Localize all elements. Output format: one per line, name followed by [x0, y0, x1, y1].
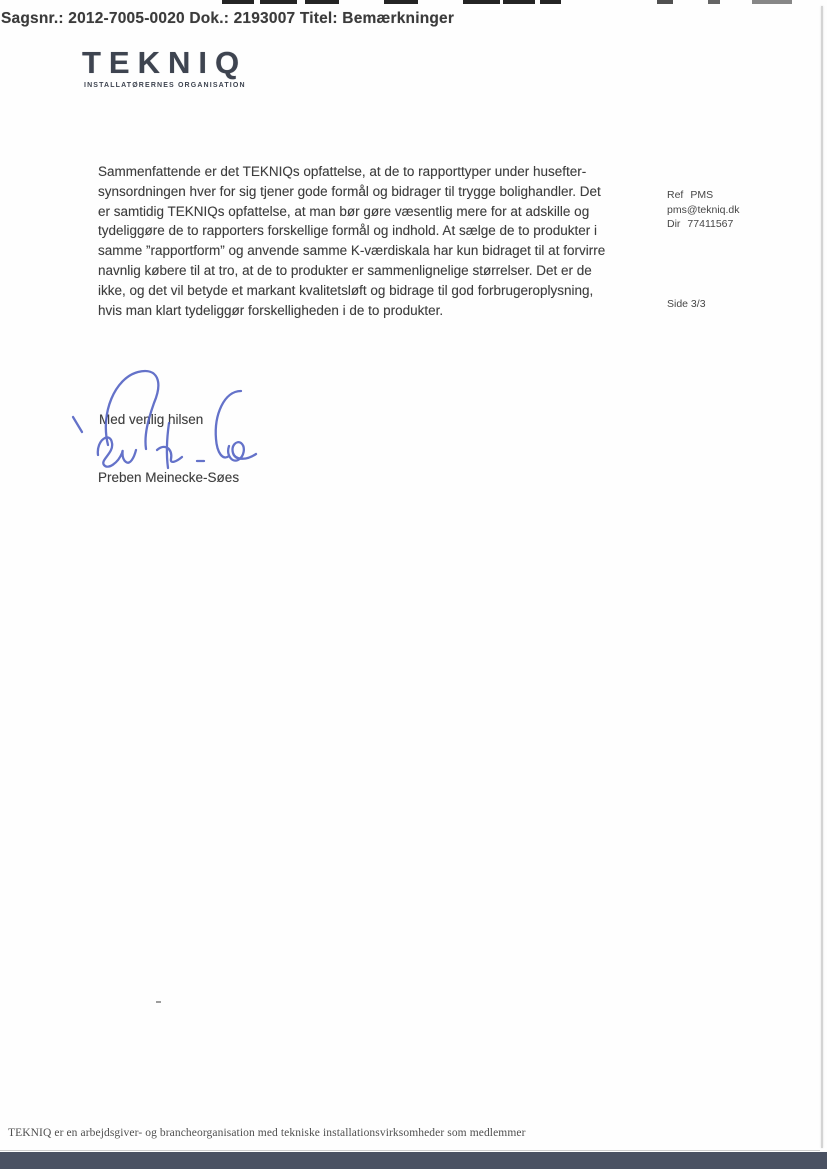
scan-artifact-dash	[657, 0, 673, 4]
scan-artifact-edge-line	[821, 6, 823, 1148]
scan-artifact-dash	[503, 0, 535, 4]
footer-shadow-line	[0, 1150, 820, 1151]
contact-block	[667, 188, 740, 232]
scan-artifact-dash	[463, 0, 500, 4]
dir-value: 77411567	[687, 218, 734, 230]
scan-artifact-dash	[540, 0, 561, 4]
letter-body	[98, 162, 643, 320]
body-line: hvis man klart tydeliggør forskelligheden i de to produkter.	[98, 302, 444, 318]
scan-artifact-dash	[260, 0, 297, 4]
body-line: navnlig købere til at tro, at de to produkter er sammenlignelige størrelser. Det er de	[98, 262, 592, 278]
body-line: er samtidig TEKNIQs opfattelse, at man bør gøre væsentlig mere for at adskille og	[98, 203, 590, 219]
scan-artifact-speck	[156, 1001, 161, 1003]
body-line: samme ”rapportform” og anvende samme K-værdiskala har kun bidraget til at forvirre	[98, 243, 606, 259]
body-line: tydeliggøre de to rapporters forskellige formål og indhold. At sælge de to produkter i	[98, 223, 598, 239]
logo-tagline: INSTALLATØRERNES ORGANISATION	[84, 82, 246, 89]
scan-artifact-dash	[305, 0, 339, 4]
scan-artifact-dash	[708, 0, 720, 4]
page-indicator: Side 3/3	[667, 298, 706, 310]
scan-artifact-dash	[752, 0, 792, 4]
case-header-line: Sagsnr.: 2012-7005-0020 Dok.: 2193007 Titel: Bemærkninger	[1, 10, 455, 27]
footer-bar	[0, 1152, 827, 1169]
ref-label: Ref	[667, 189, 684, 201]
email-line: pms@tekniq.dk	[667, 203, 740, 216]
dir-line	[667, 217, 740, 232]
tekniq-logo	[82, 47, 247, 89]
body-line: synsordningen hver for sig tjener gode formål og bidrager til trygge bolighandler. Det	[98, 183, 601, 199]
scan-artifact-dash	[222, 0, 254, 4]
ref-line	[667, 188, 740, 203]
body-line: Sammenfattende er det TEKNIQs opfattelse, at de to rapporttyper under husefter-	[98, 164, 587, 179]
signer-name: Preben Meinecke-Søes	[98, 470, 240, 485]
closing-line: Med venlig hilsen	[99, 412, 204, 427]
signature-handwriting	[66, 365, 276, 480]
footer-disclaimer: TEKNIQ er en arbejdsgiver- og brancheorganisation med tekniske installationsvirksomheder som medlemmer	[8, 1127, 526, 1139]
scan-artifact-dash	[384, 0, 418, 4]
dir-label: Dir	[667, 218, 681, 230]
body-line: ikke, og det vil betyde et markant kvalitetsløft og bidrage til god forbrugeroplysning,	[98, 282, 594, 298]
logo-wordmark: TEKNIQ	[82, 45, 248, 80]
ref-value: PMS	[690, 189, 714, 201]
